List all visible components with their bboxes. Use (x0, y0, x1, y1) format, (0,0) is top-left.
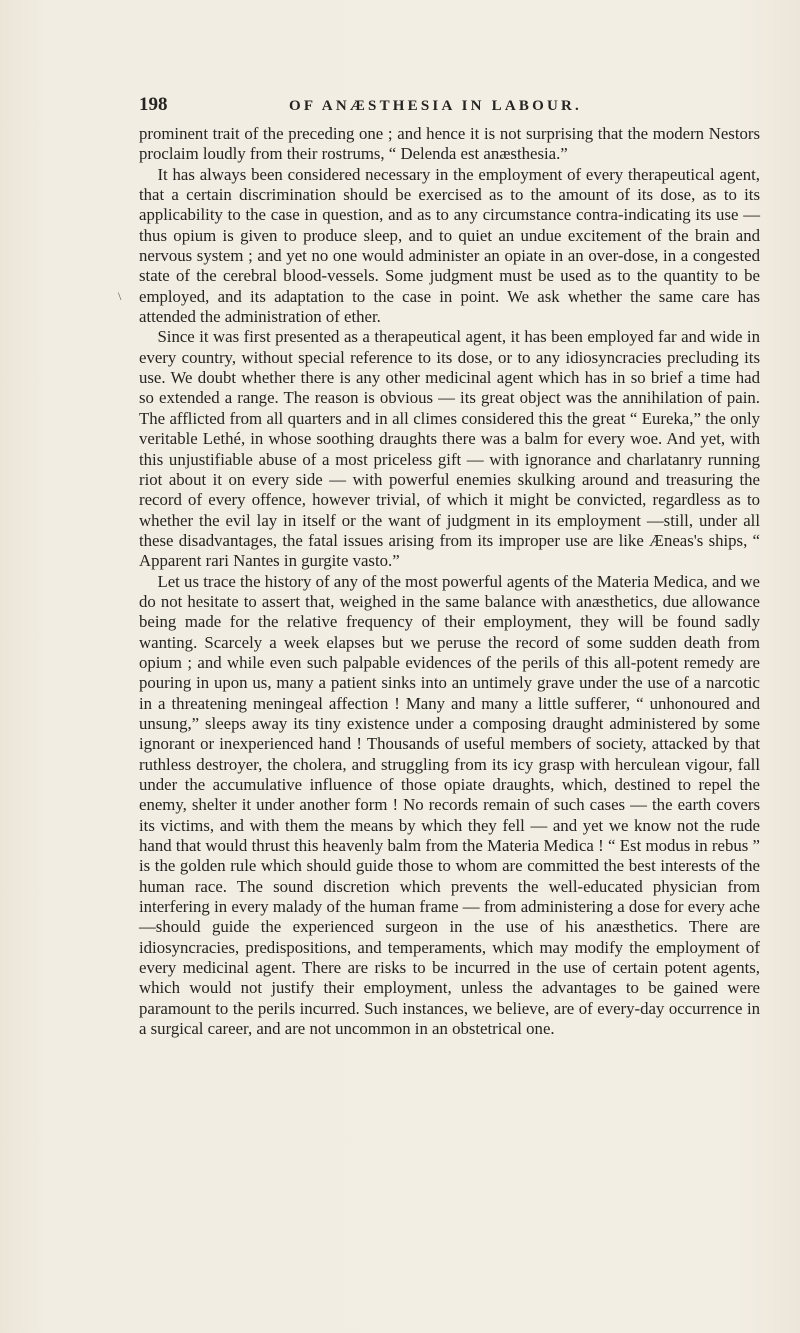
body-text (139, 124, 760, 1039)
paragraph: It has always been considered necessary in the employment of every therapeutical agent, that a certain discrimination should be exercised as to the amount of its dose, as to its applicability to the case in question, and as to any circumstance contra-indicating its use — thus opium is given to produce sleep, and to quiet an undue excitement of the brain and nervous system ; and yet no one would administer an opiate in an over-dose, in a congested state of the cerebral blood-vessels. Some judgment must be used as to the quantity to be employed, and its adaptation to the case in point. We ask whether the same care has attended the administration of ether. (139, 164, 760, 327)
paragraph: Let us trace the history of any of the most powerful agents of the Materia Medica, and we do not hesitate to assert that, weighed in the same balance with anæsthetics, due allowance being made for the relative frequency of their employment, they will be found sadly wanting. Scarcely a week elapses but we peruse the record of some sudden death from opium ; and while even such palpable evidences of the perils of this all-potent remedy are pouring in upon us, many a patient sinks into an untimely grave under the use of a narcotic in a threatening meningeal affection ! Many and many a little sufferer, “ unhonoured and unsung,” sleeps away its tiny existence under a composing draught administered by some ignorant or inexperienced hand ! Thousands of useful members of society, attacked by that ruthless destroyer, the cholera, and struggling from its icy grasp with herculean vigour, fall under the accumulative influence of those opiate draughts, which, destined to repel the enemy, shelter it under another form ! No records remain of such cases — the earth covers its victims, and with them the means by which they fell — and yet we know not the rude hand that would thrust this heavenly balm from the Materia Medica ! “ Est modus in rebus ” is the golden rule which should guide those to whom are committed the best interests of the human race. The sound discretion which prevents the well-educated physician from interfering in every malady of the human frame — from administering a dose for every ache—should guide the experienced surgeon in the use of his anæsthetics. There are idiosyncracies, predispositions, and temperaments, which may modify the employment of every medicinal agent. There are risks to be incurred in the use of certain potent agents, which would not justify their employment, unless the advantages to be gained were paramount to the perils incurred. Such instances, we believe, are of every-day occurrence in a surgical career, and are not uncommon in an obstetrical one. (139, 571, 760, 1039)
margin-mark: \ (118, 289, 122, 303)
page-number: 198 (139, 94, 168, 115)
paragraph-continuation: prominent trait of the preceding one ; and hence it is not surprising that the modern Nestors proclaim loudly from their rostrums, “ Delenda est anæsthesia.” (139, 124, 760, 164)
running-head (139, 93, 699, 117)
running-title: OF ANÆSTHESIA IN LABOUR. (289, 98, 582, 114)
paragraph: Since it was first presented as a therapeutical agent, it has been employed far and wide in every country, without special reference to its dose, or to any idiosyncracies precluding its use. We doubt whether there is any other medicinal agent which has in so brief a time had so extended a range. The reason is obvious — its great object was the annihilation of pain. The afflicted from all quarters and in all climes considered this the great “ Eureka,” the only veritable Lethé, in whose soothing draughts there was a balm for every woe. And yet, with this unjustifiable abuse of a most priceless gift — with ignorance and charlatanry running riot about it on every side — with powerful enemies skulking around and treasuring the record of every offence, however trivial, of which it might be convicted, regardless as to whether the evil lay in itself or the want of judgment in its employment —still, under all these disadvantages, the fatal issues arising from its improper use are like Æneas's ships, “ Apparent rari Nantes in gurgite vasto.” (139, 327, 760, 571)
